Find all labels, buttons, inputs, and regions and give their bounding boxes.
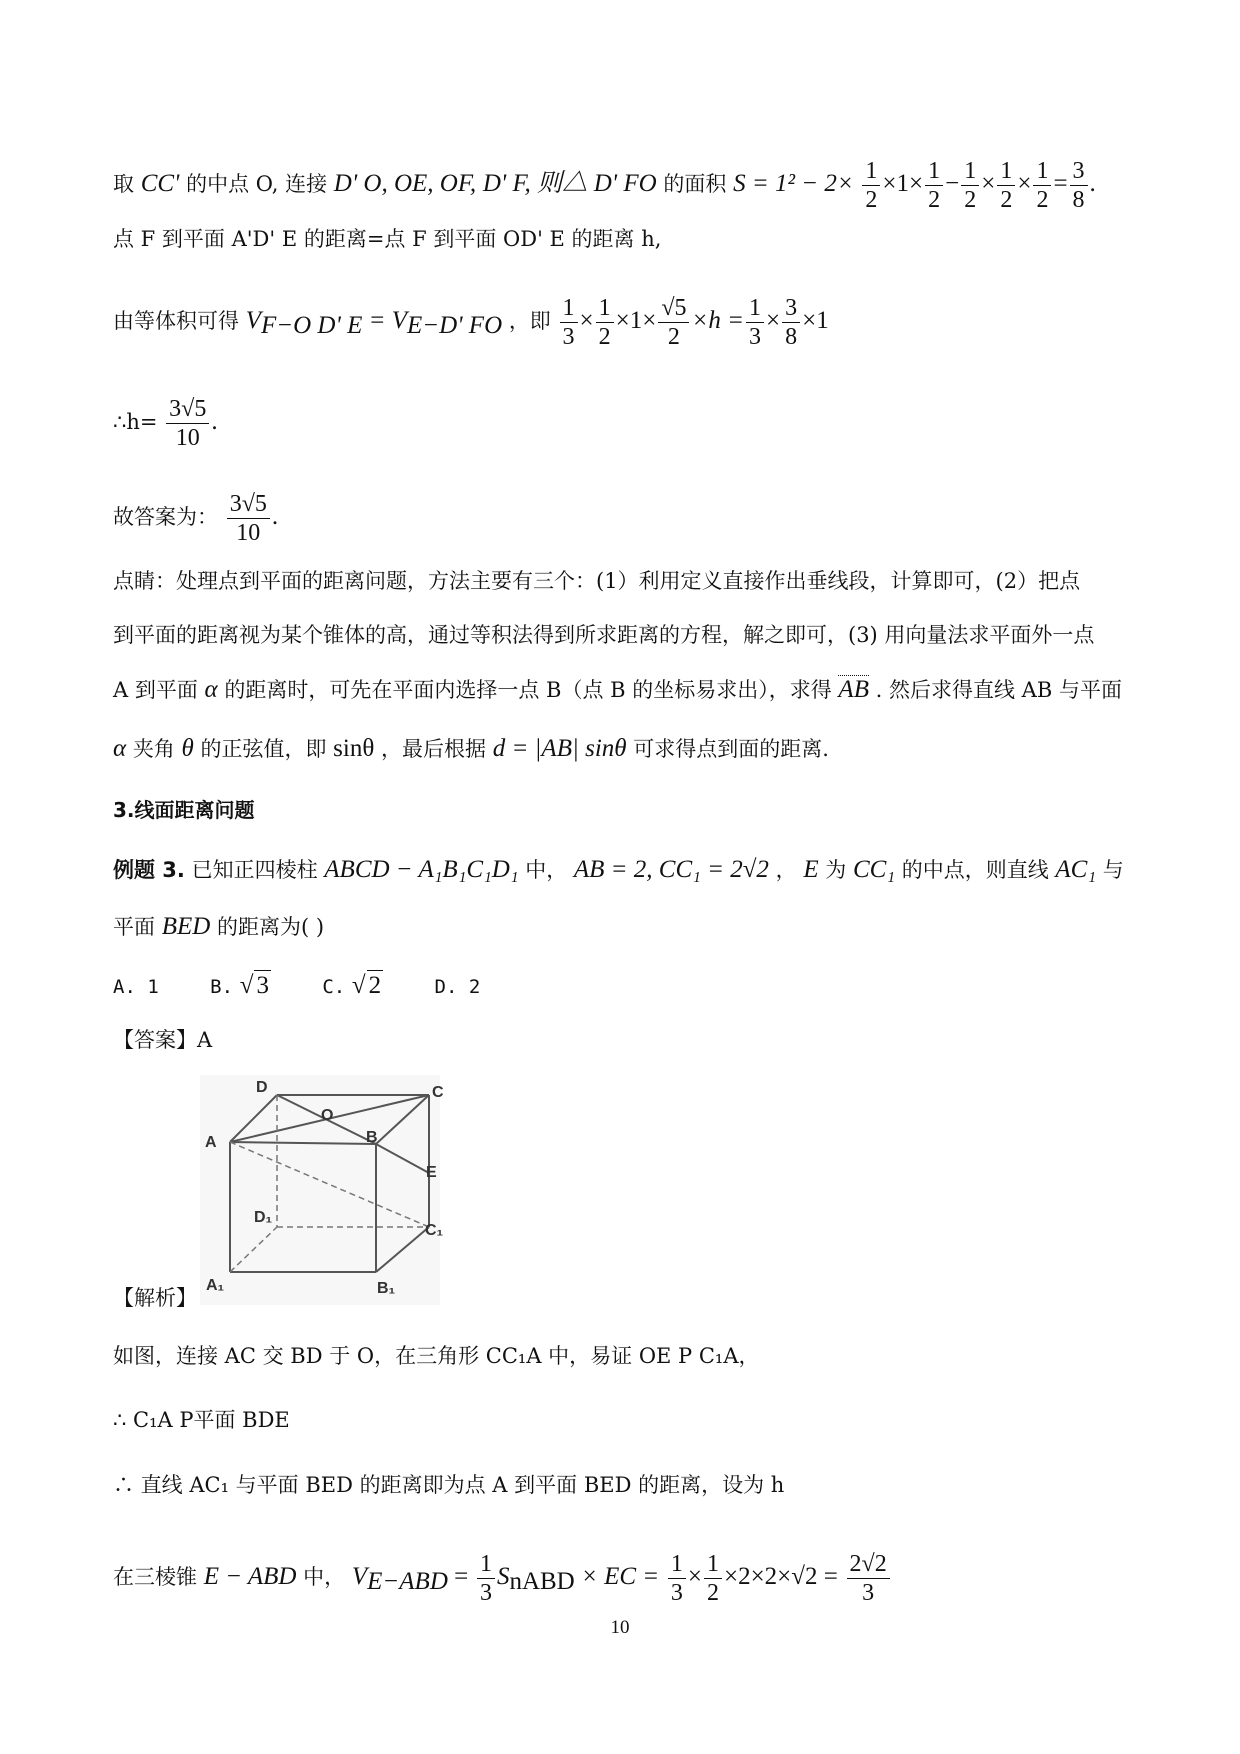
solution-line-4: 在三棱锥 E − ABD 中， $V_{E-ABD}$ = $\frac{1}{3}$ $S_{nABD}$ × EC = $\frac{1}{3}$ × $\frac{1}{2}$ ×2×2×√2 = $\frac{2√2}{3}$ <box>113 1550 892 1607</box>
text: 故答案为： <box>113 505 218 529</box>
label-b: B <box>366 1129 378 1146</box>
fraction: $\frac{3√5}{10}$ <box>166 395 209 452</box>
example-label: 例题 3. <box>113 858 185 882</box>
line-2: 点 F 到平面 A'D' E 的距离=点 F 到平面 OD' E 的距离 h, <box>113 227 662 251</box>
option-c-value: 2 <box>368 972 382 999</box>
math: AC₁ <box>1055 856 1097 883</box>
math: = <box>447 1563 469 1590</box>
label-a1: A₁ <box>206 1277 225 1294</box>
fraction: $\frac{1}{2}$ <box>596 294 614 351</box>
example-line-2 <box>113 912 324 942</box>
math: E <box>803 856 819 883</box>
fraction: $\frac{√5}{2}$ <box>658 294 689 351</box>
text: 取 <box>113 172 134 196</box>
text: ，即 <box>508 309 551 333</box>
fraction: $\frac{1}{2}$ <box>1033 157 1051 214</box>
solution-line-1: 如图，连接 AC 交 BD 于 O，在三角形 CC₁A 中，易证 OE P C₁A， <box>113 1344 760 1368</box>
option-c: C. <box>322 976 346 998</box>
fraction: $\frac{3√5}{10}$ <box>227 490 270 547</box>
fraction: $\frac{1}{3}$ <box>477 1550 495 1607</box>
text: 夹角 <box>132 737 175 761</box>
math: D' F, 则△ <box>482 170 588 197</box>
label-d: D <box>256 1079 268 1096</box>
text: 的中点 O, 连接 <box>186 172 328 196</box>
line-5: 故答案为： $\frac{3√5}{10}$ . <box>113 491 279 546</box>
solution-line-3: ∴ 直线 AC₁ 与平面 BED 的距离即为点 A 到平面 BED 的距离，设为 h <box>113 1473 785 1497</box>
label-b1: B₁ <box>377 1280 396 1297</box>
option-d: D. 2 <box>434 976 481 998</box>
math: = V <box>362 307 407 334</box>
subscript: E−D' FO <box>407 312 503 340</box>
fraction: $\frac{1}{2}$ <box>862 157 880 214</box>
math: D' FO <box>593 170 657 197</box>
note-line-3 <box>113 675 1122 705</box>
text: . 然后求得直线 AB 与平面 <box>875 678 1122 702</box>
fraction: $\frac{1}{3}$ <box>668 1550 686 1607</box>
fraction: $\frac{3}{8}$ <box>1070 157 1088 214</box>
solution-line-2: ∴ C₁A P平面 BDE <box>113 1408 290 1432</box>
option-a: A. 1 <box>113 976 159 998</box>
math: E − ABD <box>203 1563 297 1590</box>
line-1: 取 CC' 的中点 O, 连接 D' O, OE, OF, D' F, 则△ D' FO 的面积 S = 1² − 2× $\frac{1}{2}$ ×1× $\frac{1}{2}$ − $\frac{1}{2}$ × $\frac{1}{2}$ × $\frac{1}{2}$ = $\frac{3}{8}$ . <box>113 158 1096 213</box>
subscript: nABD <box>509 1568 575 1596</box>
fraction: $\frac{3}{8}$ <box>782 294 800 351</box>
text: 与 <box>1102 858 1124 882</box>
text: 由等体积可得 <box>113 309 239 333</box>
subscript: E−ABD <box>367 1568 448 1596</box>
label-e: E <box>426 1164 437 1181</box>
text: A 到平面 <box>113 678 198 702</box>
text: 在三棱锥 <box>113 1565 197 1589</box>
fraction: $\frac{1}{2}$ <box>997 157 1015 214</box>
text: 平面 <box>113 915 155 939</box>
text: 可求得点到面的距离. <box>633 737 829 761</box>
fraction: $\frac{2√2}{3}$ <box>847 1550 890 1607</box>
label-a: A <box>205 1134 217 1151</box>
math: ×2×2×√2 = <box>723 1563 838 1590</box>
math: D' O, OE, OF, <box>333 170 477 197</box>
section-title: 3.线面距离问题 <box>113 798 255 822</box>
example-line-1 <box>113 855 1124 885</box>
text: 已知正四棱柱 <box>191 858 318 882</box>
answer-line: 【答案】A <box>113 1028 213 1052</box>
analysis-label: 【解析】 <box>113 1286 197 1310</box>
fraction: $\frac{1}{2}$ <box>961 157 979 214</box>
option-b: B. <box>210 976 234 998</box>
label-c1: C₁ <box>425 1222 444 1239</box>
line-3: 由等体积可得 $V_{F-O D' E} = V_{E-D' FO}$ ，即 $\frac{1}{3}$ × $\frac{1}{2}$ ×1× $\frac{√5}{2}$ ×h = $\frac{1}{3}$ × $\frac{3}{8}$ ×1 <box>113 295 829 350</box>
options-line: A. 1 B. √ 3 C. √ 2 D. 2 <box>113 972 481 999</box>
area-formula: S = 1² − 2× <box>733 170 854 197</box>
math: α <box>204 676 218 703</box>
label-o: O <box>321 1107 334 1124</box>
math: V <box>245 307 261 334</box>
math: CC' <box>140 170 180 197</box>
text: 的距离为( ) <box>216 915 325 939</box>
text: 为 <box>825 858 847 882</box>
math: AB = 2, CC₁ = 2√2 <box>573 856 769 883</box>
math: S <box>496 1563 510 1590</box>
vector: AB <box>838 676 869 703</box>
label-d1: D₁ <box>254 1209 273 1226</box>
math: α <box>113 735 127 762</box>
text: 的距离时，可先在平面内选择一点 B（点 B 的坐标易求出），求得 <box>224 678 832 702</box>
math: θ <box>181 735 194 762</box>
math: × EC = <box>574 1563 660 1590</box>
text: ，最后根据 <box>381 737 486 761</box>
text: 的中点，则直线 <box>901 858 1049 882</box>
fraction: $\frac{1}{3}$ <box>560 294 578 351</box>
note-line-2: 到平面的距离视为某个锥体的高，通过等积法得到所求距离的方程，解之即可，(3) 用向量法求平面外一点 <box>113 623 1095 647</box>
math: ABCD − A₁B₁C₁D₁ <box>324 856 519 883</box>
text: 中， <box>303 1565 346 1589</box>
text: 中， <box>525 858 568 882</box>
distance-formula: d = |AB| sinθ <box>492 735 627 762</box>
math: BED <box>161 913 211 940</box>
math: V <box>351 1563 368 1590</box>
fraction: $\frac{1}{2}$ <box>925 157 943 214</box>
text: ， <box>775 858 797 882</box>
text: 的正弦值，即 <box>200 737 327 761</box>
math: CC₁ <box>852 856 896 883</box>
line-4: ∴h= $\frac{3√5}{10}$ . <box>113 396 218 451</box>
subscript: F−O D' E <box>260 312 363 340</box>
math: sinθ <box>333 735 375 762</box>
text: 的面积 <box>663 172 727 196</box>
option-b-value: 3 <box>256 972 269 999</box>
fraction: $\frac{1}{2}$ <box>704 1550 722 1607</box>
prism-figure <box>200 1075 444 1305</box>
page-number: 10 <box>610 1617 630 1638</box>
fraction: $\frac{1}{3}$ <box>746 294 764 351</box>
note-line-1: 点睛：处理点到平面的距离问题，方法主要有三个：(1）利用定义直接作出垂线段，计算即可，(2）把点 <box>113 569 1081 593</box>
label-c: C <box>432 1084 444 1101</box>
note-line-4 <box>113 734 829 764</box>
text: ∴h= <box>113 410 158 434</box>
